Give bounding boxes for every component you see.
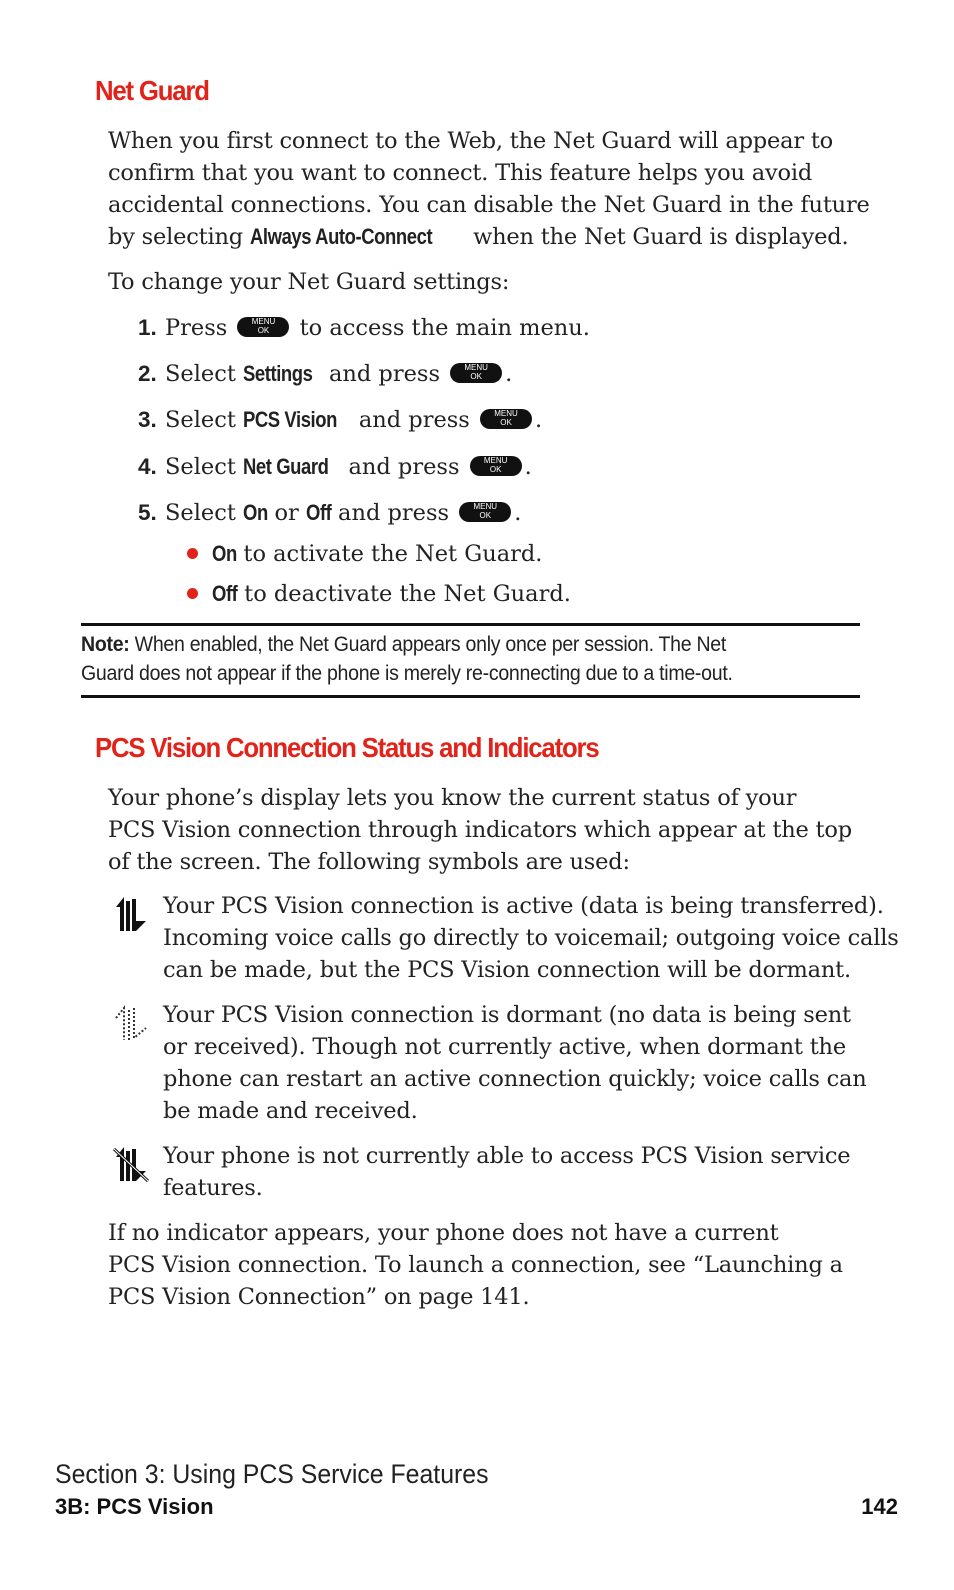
text-span: and press xyxy=(330,500,457,526)
text-span: by selecting xyxy=(108,224,250,250)
paragraph-line: PCS Vision Connection” on page 141. xyxy=(108,1284,530,1310)
paragraph-line: can be made, but the PCS Vision connection will be dormant. xyxy=(163,957,851,983)
off-label: Off xyxy=(212,581,238,606)
bullet-on xyxy=(187,539,542,569)
text-span: to access the main menu. xyxy=(292,315,590,341)
note-label: Note: xyxy=(81,633,130,656)
text-span: Select xyxy=(165,361,244,387)
text-span: . xyxy=(505,361,513,387)
off-label: Off xyxy=(305,500,332,525)
footer-section-title: Section 3: Using PCS Service Features xyxy=(55,1459,489,1489)
dormant-connection-icon xyxy=(112,1004,152,1044)
step-number: 2. xyxy=(138,361,157,386)
step-number: 3. xyxy=(138,407,157,432)
text-span: and press xyxy=(341,454,467,480)
step-2 xyxy=(138,359,512,389)
settings-label: Settings xyxy=(243,361,313,386)
net-guard-paragraph xyxy=(108,125,870,253)
paragraph-line: Your PCS Vision connection is active (data is being transferred). xyxy=(163,893,884,919)
text-span: Press xyxy=(165,315,235,341)
note-text: Guard does not appear if the phone is merely re-connecting due to a time-out. xyxy=(81,662,733,685)
paragraph-line: phone can restart an active connection quickly; voice calls can xyxy=(163,1066,867,1092)
note-bottom-rule xyxy=(81,695,860,698)
closing-paragraph xyxy=(108,1217,843,1313)
page-number: 142 xyxy=(861,1494,898,1519)
text-span: to activate the Net Guard. xyxy=(236,541,543,567)
text-span: Select xyxy=(165,500,244,526)
settings-intro: To change your Net Guard settings: xyxy=(108,269,510,295)
bullet-off xyxy=(187,579,571,609)
paragraph-line: features. xyxy=(163,1175,263,1201)
paragraph-line: PCS Vision connection through indicators which appear at the top xyxy=(108,817,852,843)
menu-ok-key-icon: MENU OK xyxy=(450,363,502,383)
net-guard-label: Net Guard xyxy=(243,454,329,479)
step-3 xyxy=(138,405,542,435)
text-span: and press xyxy=(321,361,448,387)
bullet-dot-icon xyxy=(187,588,198,599)
on-label: On xyxy=(243,500,268,525)
step-4 xyxy=(138,452,532,482)
note-text: When enabled, the Net Guard appears only once per session. The Net xyxy=(129,633,727,656)
step-number: 1. xyxy=(138,315,157,340)
dormant-connection-description xyxy=(163,999,867,1127)
text-span: to deactivate the Net Guard. xyxy=(237,581,571,607)
menu-ok-key-icon: MENU OK xyxy=(480,409,532,429)
text-span: Select xyxy=(165,454,244,480)
paragraph-line: be made and received. xyxy=(163,1098,418,1124)
pcs-vision-heading: PCS Vision Connection Status and Indicators xyxy=(95,732,599,763)
paragraph-line: or received). Though not currently active, when dormant the xyxy=(163,1034,846,1060)
paragraph-line: Your phone’s display lets you know the current status of your xyxy=(108,785,797,811)
text-span: and press xyxy=(351,407,478,433)
active-connection-icon xyxy=(112,895,152,935)
footer-subsection: 3B: PCS Vision xyxy=(55,1494,214,1519)
no-service-description xyxy=(163,1140,850,1204)
step-5 xyxy=(138,498,521,528)
no-service-icon xyxy=(112,1145,152,1185)
menu-ok-key-icon: MENU OK xyxy=(470,456,522,476)
menu-ok-key-icon: MENU OK xyxy=(459,502,511,522)
paragraph-line: If no indicator appears, your phone does not have a current xyxy=(108,1220,779,1246)
paragraph-line xyxy=(108,221,870,253)
always-auto-connect-label: Always Auto-Connect xyxy=(249,224,433,249)
pcs-vision-paragraph xyxy=(108,782,852,878)
step-number: 5. xyxy=(138,500,157,525)
pcs-vision-label: PCS Vision xyxy=(243,407,338,432)
text-span: . xyxy=(535,407,543,433)
paragraph-line: confirm that you want to connect. This feature helps you avoid xyxy=(108,160,813,186)
net-guard-heading: Net Guard xyxy=(95,75,209,106)
text-span: when the Net Guard is displayed. xyxy=(466,224,849,250)
active-connection-description xyxy=(163,890,899,986)
menu-ok-key-icon: MENU OK xyxy=(237,317,289,337)
on-label: On xyxy=(212,541,237,566)
step-number: 4. xyxy=(138,454,157,479)
paragraph-line: Your phone is not currently able to access PCS Vision service xyxy=(163,1143,851,1169)
text-span: . xyxy=(524,454,532,480)
paragraph-line: accidental connections. You can disable the Net Guard in the future xyxy=(108,192,870,218)
text-span: or xyxy=(267,500,306,526)
note-top-rule xyxy=(81,623,860,626)
paragraph-line: of the screen. The following symbols are used: xyxy=(108,849,630,875)
paragraph-line: Your PCS Vision connection is dormant (no data is being sent xyxy=(163,1002,851,1028)
step-1 xyxy=(138,313,590,343)
note-box xyxy=(81,630,805,688)
paragraph-line: When you first connect to the Web, the Net Guard will appear to xyxy=(108,128,834,154)
bullet-dot-icon xyxy=(187,548,198,559)
text-span: Select xyxy=(165,407,244,433)
paragraph-line: PCS Vision connection. To launch a connection, see “Launching a xyxy=(108,1252,843,1278)
paragraph-line: Incoming voice calls go directly to voicemail; outgoing voice calls xyxy=(163,925,899,951)
text-span: . xyxy=(514,500,522,526)
